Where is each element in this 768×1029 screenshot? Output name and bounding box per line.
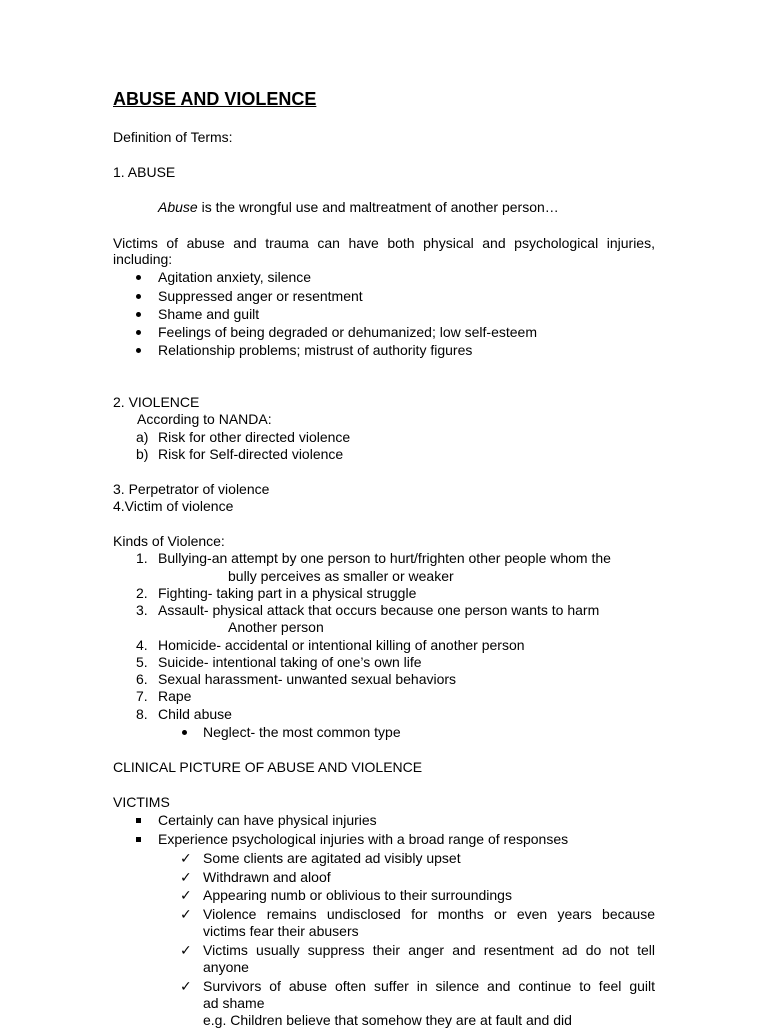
list-item-continuation: victims fear their abusers xyxy=(203,923,359,939)
abuse-heading: 1. ABUSE xyxy=(113,164,176,180)
list-item: Experience psychological injuries with a broad range of responses xyxy=(158,831,569,847)
list-item: Shame and guilt xyxy=(158,306,260,322)
list-item-continuation: anyone xyxy=(203,959,249,975)
check-icon: ✓ xyxy=(180,869,192,885)
list-item-continuation: bully perceives as smaller or weaker xyxy=(228,568,454,584)
list-item-continuation: ad shame xyxy=(203,995,265,1011)
bullet-dot-icon xyxy=(136,294,141,299)
list-number: 4. xyxy=(136,637,148,653)
victims-heading: VICTIMS xyxy=(113,794,170,810)
square-bullet-icon xyxy=(136,818,141,823)
check-icon: ✓ xyxy=(180,887,192,903)
list-item: Certainly can have physical injuries xyxy=(158,812,377,828)
list-item: Violence remains undisclosed for months or even years because xyxy=(203,906,655,922)
list-number: 7. xyxy=(136,688,148,704)
kinds-heading: Kinds of Violence: xyxy=(113,533,225,549)
list-item: Bullying-an attempt by one person to hurt/frighten other people whom the xyxy=(158,550,611,566)
list-item: Survivors of abuse often suffer in silence and continue to feel guilt xyxy=(203,978,655,994)
bullet-dot-icon xyxy=(136,275,141,280)
list-number: 3. xyxy=(136,602,148,618)
perpetrator-heading: 3. Perpetrator of violence xyxy=(113,481,270,497)
abuse-definition xyxy=(158,199,559,216)
list-item: Suicide- intentional taking of one’s own life xyxy=(158,654,422,670)
list-number: 6. xyxy=(136,671,148,687)
list-item: Agitation anxiety, silence xyxy=(158,269,312,285)
list-item: Suppressed anger or resentment xyxy=(158,288,363,304)
abuse-term: Abuse xyxy=(158,199,198,215)
victim-heading: 4.Victim of violence xyxy=(113,498,234,514)
check-icon: ✓ xyxy=(180,942,192,958)
violence-heading: 2. VIOLENCE xyxy=(113,394,200,410)
list-item: Withdrawn and aloof xyxy=(203,869,331,885)
nanda-intro: According to NANDA: xyxy=(137,411,272,427)
list-item: Risk for Self-directed violence xyxy=(158,446,344,462)
check-icon: ✓ xyxy=(180,906,192,922)
check-icon: ✓ xyxy=(180,850,192,866)
document-title: ABUSE AND VIOLENCE xyxy=(113,89,317,109)
list-marker: b) xyxy=(136,446,149,462)
definition-heading: Definition of Terms: xyxy=(113,129,233,145)
bullet-dot-icon xyxy=(136,312,141,317)
list-item: Feelings of being degraded or dehumanized; low self-esteem xyxy=(158,324,538,340)
list-number: 2. xyxy=(136,585,148,601)
list-item: Sexual harassment- unwanted sexual behaviors xyxy=(158,671,457,687)
abuse-definition-text: is the wrongful use and maltreatment of another person… xyxy=(197,199,559,215)
list-number: 8. xyxy=(136,706,148,722)
list-item: Some clients are agitated ad visibly upset xyxy=(203,850,461,866)
list-item-continuation: Another person xyxy=(228,619,324,635)
list-item: Fighting- taking part in a physical struggle xyxy=(158,585,417,601)
list-number: 5. xyxy=(136,654,148,670)
check-icon: ✓ xyxy=(180,978,192,994)
list-item: Appearing numb or oblivious to their surroundings xyxy=(203,887,512,903)
cutoff-text-line: e.g. Children believe that somehow they are at fault and did xyxy=(203,1012,572,1028)
list-item: Homicide- accidental or intentional killing of another person xyxy=(158,637,525,653)
list-item: Relationship problems; mistrust of authority figures xyxy=(158,342,473,358)
victims-intro-line-2: including: xyxy=(113,251,173,267)
list-item: Neglect- the most common type xyxy=(203,724,401,740)
list-item: Victims usually suppress their anger and resentment ad do not tell xyxy=(203,942,655,958)
list-item: Risk for other directed violence xyxy=(158,429,351,445)
victims-intro-line-1: Victims of abuse and trauma can have both physical and psychological injuries, xyxy=(113,235,655,251)
bullet-dot-icon xyxy=(182,730,187,735)
square-bullet-icon xyxy=(136,837,141,842)
list-item: Child abuse xyxy=(158,706,232,722)
clinical-heading: CLINICAL PICTURE OF ABUSE AND VIOLENCE xyxy=(113,759,423,775)
bullet-dot-icon xyxy=(136,330,141,335)
list-marker: a) xyxy=(136,429,149,445)
bullet-dot-icon xyxy=(136,348,141,353)
list-number: 1. xyxy=(136,550,148,566)
list-item: Rape xyxy=(158,688,192,704)
list-item: Assault- physical attack that occurs because one person wants to harm xyxy=(158,602,600,618)
